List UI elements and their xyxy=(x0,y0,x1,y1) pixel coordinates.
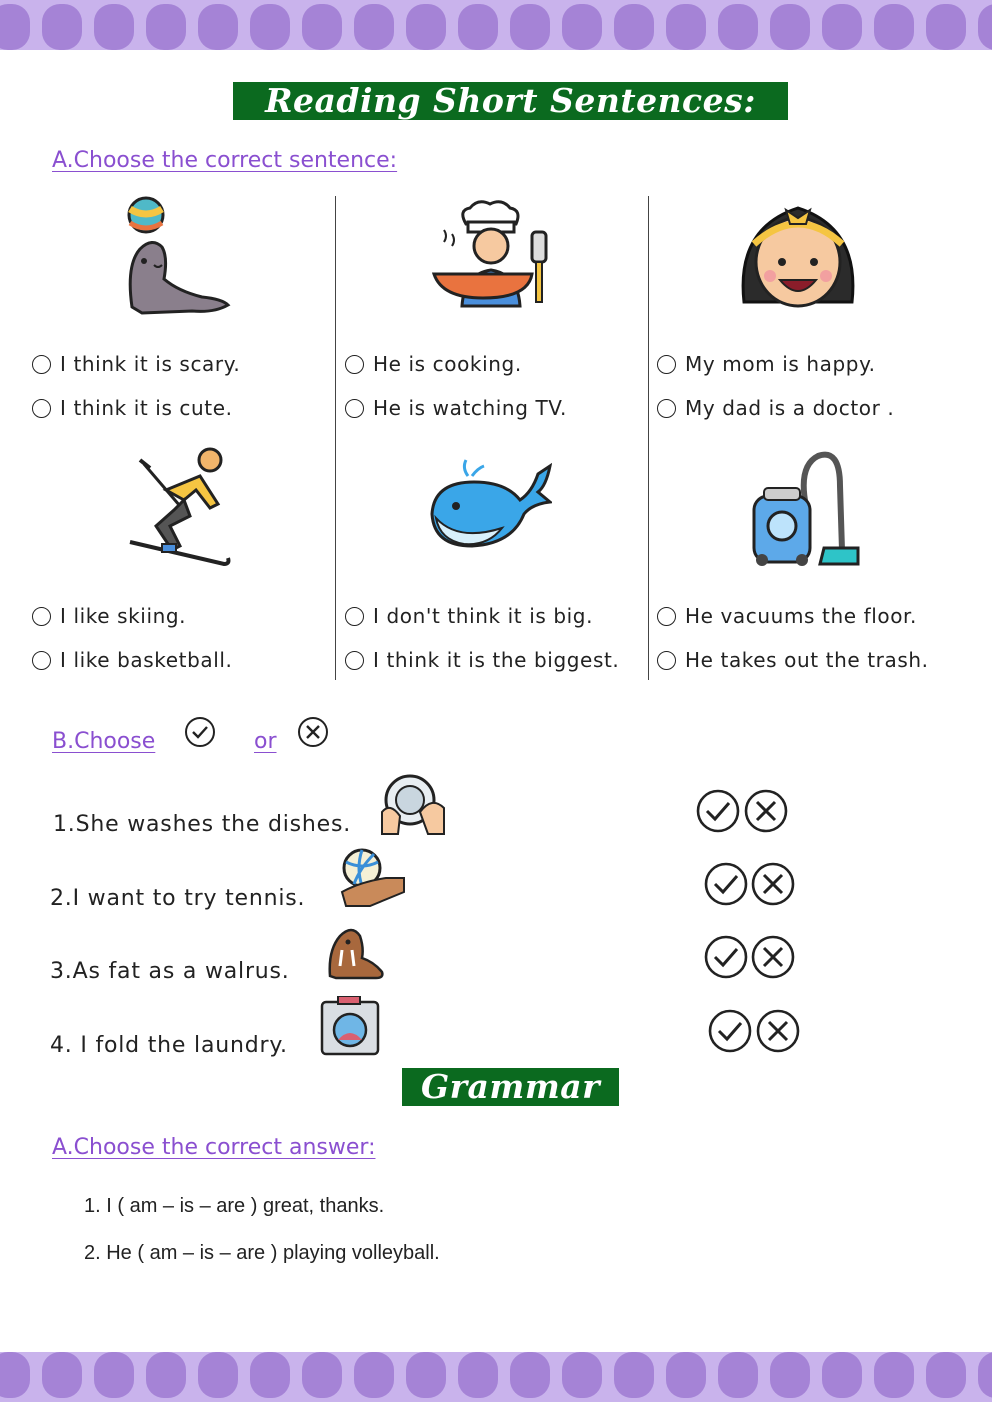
check-icon[interactable] xyxy=(708,1009,752,1053)
answer-option[interactable]: I think it is the biggest. xyxy=(345,648,619,672)
cross-icon xyxy=(297,716,329,748)
skier-icon xyxy=(126,446,232,570)
cross-icon[interactable] xyxy=(751,862,795,906)
tf-sentence: 1.She washes the dishes. xyxy=(53,812,352,837)
chef-cooking-icon xyxy=(428,198,552,312)
radio-button[interactable] xyxy=(657,355,676,374)
tf-sentence: 2.I want to try tennis. xyxy=(50,886,306,911)
column-divider xyxy=(648,196,649,680)
grammar-heading: A.Choose the correct answer: xyxy=(52,1135,376,1160)
radio-button[interactable] xyxy=(657,651,676,670)
section-a-heading: A.Choose the correct sentence: xyxy=(52,148,398,173)
grammar-title: Grammar xyxy=(402,1068,619,1106)
column-divider xyxy=(335,196,336,680)
answer-option[interactable]: My mom is happy. xyxy=(657,352,876,376)
radio-button[interactable] xyxy=(657,399,676,418)
walrus-icon xyxy=(326,922,386,980)
grammar-item: 2. He ( am – is – are ) playing volleyball. xyxy=(84,1242,440,1264)
whale-icon xyxy=(428,456,552,554)
seal-ball-icon xyxy=(122,195,234,317)
washing-dishes-icon xyxy=(380,772,446,836)
answer-option[interactable]: I like basketball. xyxy=(32,648,233,672)
reading-title: Reading Short Sentences: xyxy=(233,82,788,120)
radio-button[interactable] xyxy=(32,399,51,418)
radio-button[interactable] xyxy=(345,607,364,626)
radio-button[interactable] xyxy=(657,607,676,626)
radio-button[interactable] xyxy=(32,607,51,626)
check-icon[interactable] xyxy=(704,862,748,906)
washing-machine-icon xyxy=(318,996,382,1056)
answer-option[interactable]: I think it is cute. xyxy=(32,396,233,420)
vacuum-cleaner-icon xyxy=(748,446,860,570)
section-b-heading: B.Choose xyxy=(52,729,156,754)
radio-button[interactable] xyxy=(345,651,364,670)
radio-button[interactable] xyxy=(345,399,364,418)
cross-icon[interactable] xyxy=(744,789,788,833)
answer-option[interactable]: He vacuums the floor. xyxy=(657,604,917,628)
answer-option[interactable]: My dad is a doctor . xyxy=(657,396,894,420)
cross-icon[interactable] xyxy=(756,1009,800,1053)
check-icon xyxy=(184,716,216,748)
answer-option[interactable]: I don't think it is big. xyxy=(345,604,593,628)
check-icon[interactable] xyxy=(704,935,748,979)
radio-button[interactable] xyxy=(345,355,364,374)
answer-option[interactable]: He is cooking. xyxy=(345,352,522,376)
volleyball-hands-icon xyxy=(340,848,406,908)
radio-button[interactable] xyxy=(32,355,51,374)
check-icon[interactable] xyxy=(696,789,740,833)
answer-option[interactable]: I think it is scary. xyxy=(32,352,240,376)
answer-option[interactable]: I like skiing. xyxy=(32,604,186,628)
section-b-or: or xyxy=(254,729,277,754)
bottom-border-decoration xyxy=(0,1352,992,1402)
answer-option[interactable]: He takes out the trash. xyxy=(657,648,929,672)
tf-sentence: 3.As fat as a walrus. xyxy=(50,959,290,984)
grammar-item: 1. I ( am – is – are ) great, thanks. xyxy=(84,1195,385,1217)
girl-face-icon xyxy=(736,198,860,313)
cross-icon[interactable] xyxy=(751,935,795,979)
top-border-decoration xyxy=(0,0,992,50)
tf-sentence: 4. I fold the laundry. xyxy=(50,1033,288,1058)
radio-button[interactable] xyxy=(32,651,51,670)
answer-option[interactable]: He is watching TV. xyxy=(345,396,567,420)
